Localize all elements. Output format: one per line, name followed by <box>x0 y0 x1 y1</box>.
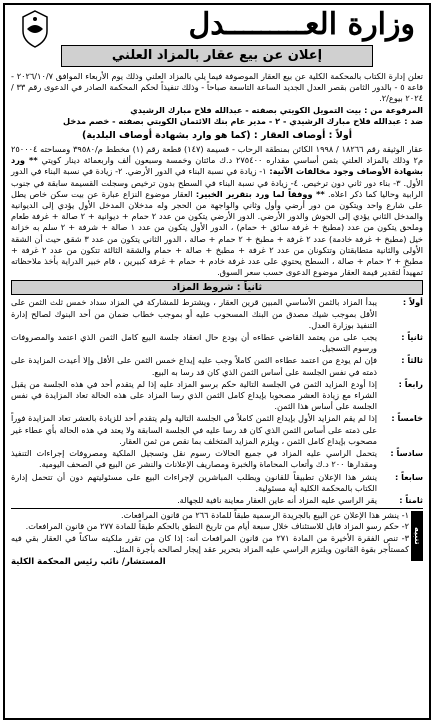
note-item: ٢- حكم رسو المزاد قابل للاستئناف خلال سبعة أيام من تاريخ النطق بالحكم طبقاً للمادة ٢٧٧ من قانون المرافعات. <box>25 521 409 532</box>
condition-number: خامساً : <box>391 413 423 424</box>
condition-item <box>11 495 423 506</box>
note-item: ٣- تنص الفقرة الأخيرة من المادة ٢٧١ من قانون المرافعات أنه: إذا كان من تقرر ملكيته ساكناً في العقار بقي فيه كمستأجر بقوة القانون ويلتزم الراسي عليه المزاد بتحرير عقد إيجار لصالحه بأجرة المثل. <box>11 532 409 554</box>
condition-text: يبدأ المزاد بالثمن الأساسي المبين قرين العقار ، ويشترط للمشاركة في المزاد سداد خمس ثلث الثمن على الأقل بموجب شيك مصدق من البنك المسحوب عليه أو بموجب خطاب ضمان من أحد البنوك لصالح إدارة التنفيذ بوزارة العدل. <box>11 297 377 330</box>
condition-text: ينشر هذا الإعلان تطبيقاً للقانون ويطلب المباشرين لإجراءات البيع على مسئوليتهم دون أن تتحمل إدارة الكتاب بالمحكمة الكلية أية مسئولية. <box>11 471 377 493</box>
condition-number: سادساً : <box>390 448 423 459</box>
conditions-list <box>11 297 423 506</box>
condition-item <box>11 379 423 413</box>
condition-number: ثانياً : <box>401 332 423 343</box>
condition-number: أولاً : <box>402 297 423 308</box>
plaintiff-line: المرفوعة من : بيت التمويل الكويتي بصفته - عبدالله فلاح مبارك الرشيدي <box>130 104 423 115</box>
condition-number: ثامناً : <box>399 494 423 505</box>
condition-item <box>11 355 423 377</box>
condition-text: يجب على من يعتمد القاضي عطاءه أن يودع حال انعقاد جلسة البيع كامل الثمن الذي اعتمد والمصروفات ورسوم التسجيل. <box>11 332 377 354</box>
condition-item <box>11 297 423 331</box>
condition-text: إذا أودع المزايد الثمن في الجلسة التالية حكم برسو المزاد عليه إذا لم يتقدم أحد في هذه الجلسة من يقبل الشراء مع زيادة العشر مصحوبا بإيداع كامل الثمن الذي رسا المزاد على هذه الحالة تعاد المزايدة في نفس الجلسة على أساس هذا الثمن. <box>11 378 377 412</box>
notes-box <box>11 508 423 555</box>
kuwait-emblem-icon <box>17 9 53 49</box>
condition-number: رابعاً : <box>398 378 423 389</box>
condition-text: يتحمل الراسي عليه المزاد في جميع الحالات رسوم نقل وتسجيل الملكية ومصروفات إجراءات التنفيذ ومقدارها ٢٠٠ د.ك وأتعاب المحاماة والخبرة ومصاريف الإعلانات والنشر عن البيع في الصحف اليومية. <box>11 448 377 470</box>
defendant-line: ضد : عبدالله فلاح مبارك الرشيدي - ٢ - مدير عام بنك الائتمان الكويتي بصفته - خصم مدخل <box>63 115 423 126</box>
condition-number: سابعاً : <box>394 471 423 482</box>
announcement-body <box>11 71 423 714</box>
condition-item <box>11 472 423 494</box>
condition-text: يقر الراسي عليه المزاد أنه عاين العقار معاينة نافية للجهالة. <box>177 494 377 505</box>
notes-list <box>11 510 409 555</box>
announcement-title: إعلان عن بيع عقار بالمزاد العلني <box>61 45 373 67</box>
condition-item <box>11 413 423 447</box>
condition-item <box>11 332 423 354</box>
condition-number: ثالثاً : <box>401 355 423 366</box>
notes-label: تنبيه <box>411 511 423 561</box>
note-item: ١- ينشر هذا الإعلان عن البيع بالجريدة الرسمية طبقاً للمادة ٢٦٦ من قانون المرافعات. <box>121 510 409 521</box>
property-description: عقار الوثيقة رقم ١٨٢٦٦ / ١٩٩٨ الكائن بمنطقة الرحاب - قسيمة (١٤٧) قطعة رقم (١) مخطط م/٣٩٥٨٠ ومساحته ٢٥٠٠٠٤ م٢ وذلك بالمزاد العلني بثمن أساسي مقداره ٢٧٥٤٠٠ د.ك مائتان وخمسة وسبعون ألف واربعمائة دينار كويتي ** ورد بشهادة الأوصاف وجود مخالفات الآتية: ١- زيادة في نسبة البناء في الدور الأرضي. ٢- زيادة في نسبة البناء في الدور الأول. ٣- بناء دور ثاني دون ترخيص. ٤- زيادة في نسبة البناء في السطح بدون ترخيص وسجلت القسيمة سابقة في جنوب الرابية وحاليا كما ذكر اعلاه. ** ووفقاً لما ورد بتقرير الخبير: العقار موضوع النزاع عبارة عن بيت سكن خاص يطل على شارع واحد ويتكون من دور أرضي وأول وثاني والواجهة من الحجر وله مدخلان المدخل الأول يؤدي إلى الديوانية والمدخل الثاني يؤدي إلى الحوش والدور الأرضي. الدور الأرضي يتكون من عدد ٢ حمام + ديوانية + ٢ صالة + غرفة طعام وملحق يتكون من عدد (مطبخ + غرفة سائق + حمام) ، الدور الأول يتكون من عدد ١ صالة + شرفة + ٢ سلم به خزانة خيل (مطبخ + غرفة خادمة) عدد ٢ غرفة + مطبخ + ٢ حمام + صالة ، الدور الثاني يتكون من عدد ٣ شقق حيث أن الشقة الأولى والثانية متطابقتان وتتكونان من عدد ٢ غرفة + مطبخ + صالة + حمام والشقة الثالثة تتكون من عدد ٢ غرفة + مطبخ + ٢ حمام + صالة ، السطح يحتوي على عدد غرفة خادم + حمام + غرفة كبيرين ، قام خبير الدراية بأخذ ملاحظاته تمهيداً لتقدير قيمة العقار موضوع الدعوى حسب سعر السوق. <box>11 144 424 278</box>
intro-paragraph: تعلن إدارة الكتاب بالمحكمة الكلية عن بيع العقار الموصوفة فيما يلي بالمزاد العلني وذلك يوم الأربعاء الموافق ٢٠٢٦/١٠/٧ - قاعة ٥ - بالدور الثامن بقصر العدل الجديد الساعة التاسعة صباحاً - وذلك تنفيذاً لحكم المحكمة الصادر في الدعوى رقم ٣٣ / ٢٠٢٤ بيوع/٢. <box>11 71 424 104</box>
announcement-page <box>3 3 431 720</box>
signature: المستشار/ نائب رئيس المحكمة الكلية <box>11 556 166 567</box>
condition-item <box>11 448 423 470</box>
section2-heading: ثانياً : شروط المزاد <box>11 280 423 295</box>
condition-text: إذا لم يقم المزايد الأول بإيداع الثمن كاملاً في الجلسة التالية ولم يتقدم أحد للزيادة بالعشر تعاد المزايدة فوراً على ذمته على أساس الثمن الذي كان قد رسا عليه في الجلسة السابقة ولا يعتد في هذه الحالة بأي عطاء غير مصحوب بإيداع كامل الثمن ، ويلزم المزايد المتخلف بما نقص من ثمن العقار. <box>11 413 377 446</box>
ministry-title: وزارة العـــــــــدل <box>188 7 415 42</box>
condition-text: فإن لم يودع من اعتمد عطاءه الثمن كاملاً وجب عليه إيداع خمس الثمن على الأقل وإلا أعيدت المزايدة على ذمته في نفس الجلسة على أساس الثمن الذي كان قد رسا به البيع. <box>11 355 377 377</box>
section1-heading: أولاً : أوصاف العقار : (كما هو وارد بشهادة أوصاف البلدية) <box>82 130 352 142</box>
